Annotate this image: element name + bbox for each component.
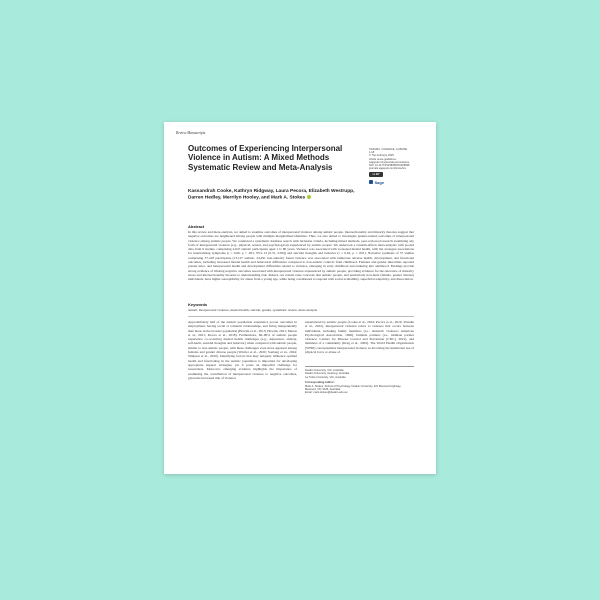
corresponding-line: Mark A. Stokes, School of Psychology, Deakin University, 221 Burwood Highway, [305, 384, 402, 388]
meta-line: journals.sagepub.com/home/tva [369, 167, 406, 171]
meta-line: 1-18 [369, 151, 375, 155]
license-badge [369, 172, 429, 177]
corresponding-heading: Corresponding Author: [305, 381, 335, 385]
abstract-text: In this review and meta-analysis, we aimed to examine outcomes of interpersonal violence among autistic people. Intersectionality and minority theories suggest that negative outcomes are heightened among people with multiple marginalized identities. Thus, we also aimed to investigate gender-related outcomes of interpersonal violence among autistic people. We conducted a systematic database search with inclusion criteria, including mixed methods, peer-reviewed research examining any form of interpersonal violence (e.g., physical, sexual, and psychological) experienced by autistic people. We undertook a random-effects meta-analysis with pooled data from 9 studies, comprising 2,647 autistic participants aged 1 to 80 years. Violence was associated with worsened mental health, with the strongest associations for internalizing symptoms (r = 0.66, p < .001, 95% CI [0.51, 0.80]) and suicidal thoughts and behavior (r = 0.62, p < .001). Narrative synthesis of 37 studies comprising 37,418 participants (13,127 autistic, 24,291 non-autistic) found violence was associated with numerous adverse health, development, and functional outcomes, including increased mental health and behavioral difficulties compared to non-autistic controls from childhood. Females and gender minorities reported greater intra- and interpersonal health and development difficulties related to violence, emerging in early childhood and enduring into adulthood. Findings provide strong evidence of lifelong negative outcomes associated with interpersonal violence experienced by autistic people, providing evidence for the relevance of minority stress and intersectionality theories to understanding risk. Indeed, our results raise concerns that autistic people, and particularly non-male (female, gender diverse) individuals, have higher susceptibility for abuse from a young age, while being conditioned to respond with social availability, superficial adaptivity, and dissociation. [188, 230, 414, 282]
meta-line: Article reuse guidelines: [369, 157, 397, 161]
section-divider [188, 316, 414, 317]
affiliation-line: La Trobe University, VIC, Australia [305, 375, 346, 379]
affiliations-footnote [305, 366, 414, 395]
abstract-heading: Abstract [188, 224, 205, 229]
sage-logo-icon [369, 180, 373, 184]
paper-title: Outcomes of Experiencing Interpersonal Violence in Autism: A Mixed Methods Systematic Review and Meta-Analysis [188, 144, 343, 172]
keywords-text: autism, interpersonal violence, mental health, suicide, gender, systematic review, meta-analysis [188, 308, 318, 312]
body-paragraph: experienced by autistic people (Cooke et al., 2024; Pecora et al., 2019; Trundle et al., 2022). Interpersonal violence refers to violence that occurs between individuals, including family members (i.e., domestic violence; American Psychological Association, 1996), intimate partners (i.e., intimate partner violence; Centers for Disease Control and Prevention [CDC], 2021), and members of a community (Krug et al., 2002). The World Health Organization (WHO) conceptualizes interpersonal violence as involving the intentional use of physical force or abuse of [305, 320, 414, 355]
cc-license-icon: cc BY [369, 172, 383, 177]
body-column-right [305, 320, 414, 355]
orcid-icon [307, 195, 311, 199]
affiliation-line: Deakin University, Geelong, Australia [305, 372, 350, 376]
body-column-left [188, 320, 297, 381]
affiliation-line: Deakin University, VIC, Australia [305, 369, 344, 372]
corresponding-line: Burwood, VIC 3125, Australia. [305, 388, 341, 392]
publisher-name: Sage [374, 179, 385, 185]
journal-meta [369, 148, 429, 184]
meta-line: © The Author(s) 2025 [369, 154, 394, 158]
corresponding-line: Email: mark.stokes@deakin.edu.au [305, 391, 348, 395]
meta-line: sagepub.com/journals-permissions [369, 160, 410, 164]
publisher-logo [369, 180, 429, 184]
review-type-label: Review Manuscripts [176, 131, 206, 135]
keywords-heading: Keywords [188, 302, 208, 307]
paper-page [164, 122, 436, 474]
authors-text: Kassandrah Cooke, Kathryn Ridgway, Laura Pecora, Elizabeth Westrupp, Darren Hedley, Merrilyn Hooley, and Mark A. Stokes [188, 189, 355, 201]
author-list [188, 189, 363, 202]
meta-line: DOI: 10.1177/15248380251325598 [369, 164, 410, 168]
meta-line: TRAUMA, VIOLENCE, & ABUSE [369, 148, 408, 151]
body-paragraph: Approximately half of the autistic population experience poorer outcomes in employment, having social or romantic relationships, and living independently than those in the broader population (Howlin et al., 2013; Howlin, 2021; Mason et al., 2021; Pecora et al., 2018). Furthermore, 66–90% of autistic people experience co-occurring mental health challenges (e.g., depression, anxiety, self-harm, suicidal thoughts and behavior) when compared with autistic people, similar to non-autistic people, with these challenges even more apparent among females and gender diverse people (Warrier et al., 2020; Sonberg et al., 2024; Simpson et al., 2020). Identifying factors that may uniquely influence optimal health and functioning in the autistic population is important for developing appropriate support strategies, yet it poses an impactful challenge for researchers. Moreover, emerging evidence highlights the importance of examining the contribution of interpersonal violence to negative outcomes, given the increased risk of violence [188, 320, 297, 380]
